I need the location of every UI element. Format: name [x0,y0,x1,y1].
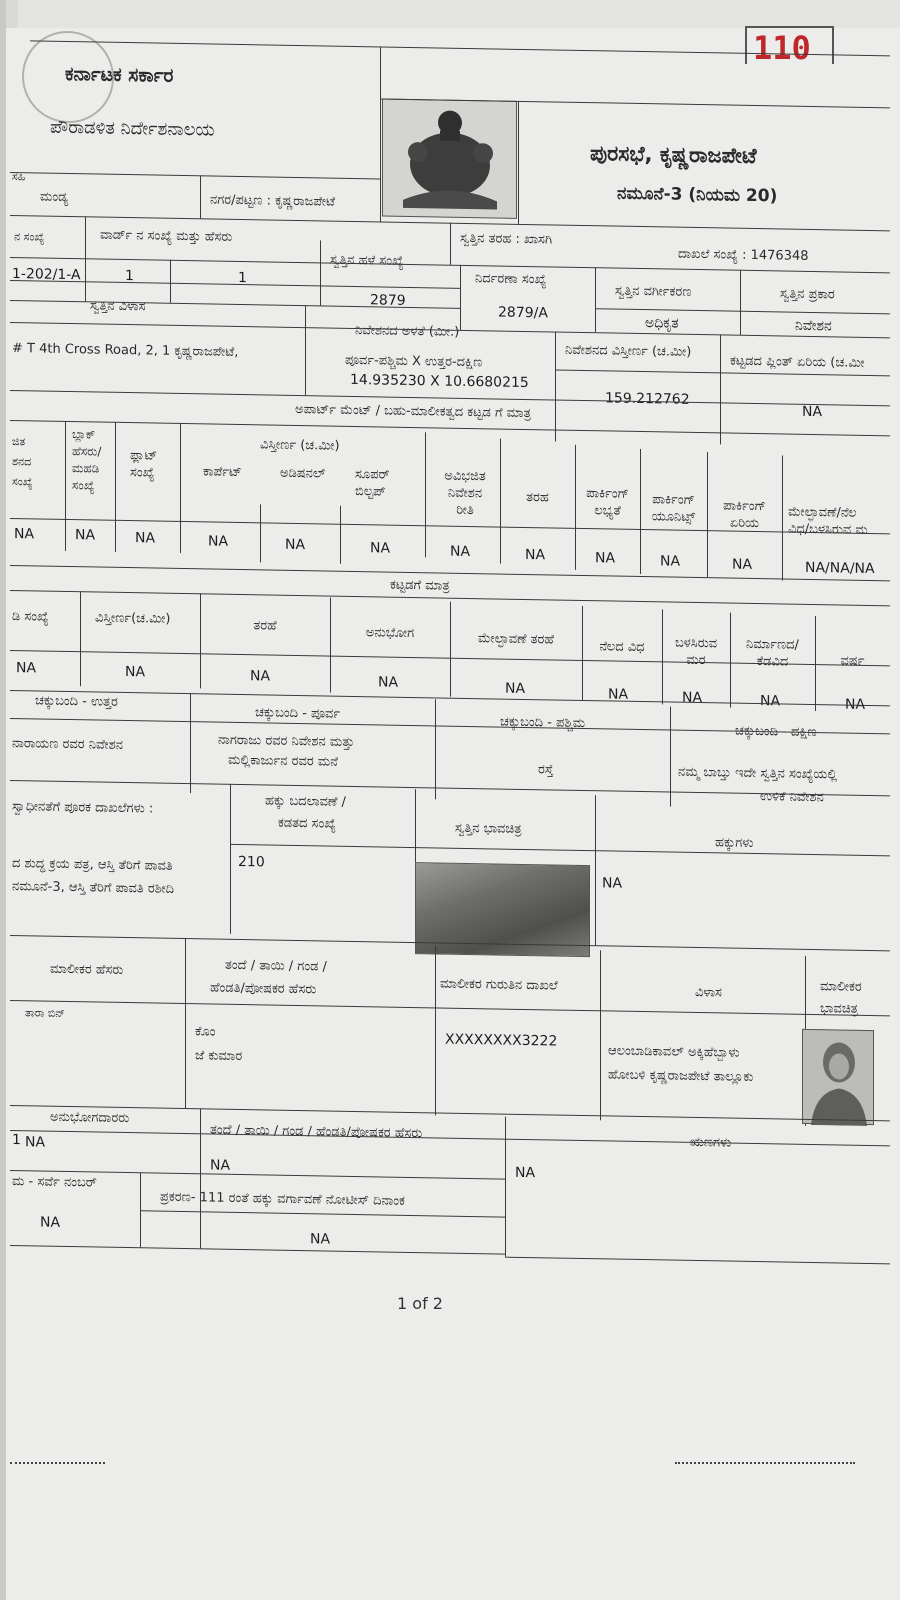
bld-h-type: ತರಹೆ [253,618,277,634]
property-type-label: ಸ್ವತ್ತಿನ ತರಹ : ಖಾಸಗಿ [460,230,553,248]
apt-h-roof: ಮೇಲ್ಛಾವಣೆ/ನೆಲ ವಿಧ/ಬಳಸಿರುವ ಮ [788,504,868,538]
frame-divider [518,101,519,224]
owner-id-header: ಮಾಲೀಕರ ಗುರುತಿನ ದಾಖಲೆ [440,976,558,994]
building-title: ಕಟ್ಟಡಗೆ ಮಾತ್ರ [390,577,450,594]
bld-value: NA [682,689,703,707]
apt-h-block: ಬ್ಲಾಕ್ ಹೆಸರು/ ಮಹಡಿ ಸಂಖ್ಯೆ [72,427,102,493]
owner-id: XXXXXXXX3222 [445,1031,558,1050]
liabilities-header: ಋಣಗಳು [690,1134,732,1151]
table-line [450,223,451,265]
table-line [200,175,201,218]
apt-value: NA [525,546,546,564]
apt-value: NA [75,527,96,544]
city-label: ನಗರ/ಪಟ್ಟಣ : ಕೃಷ್ಣರಾಜಪೇಟೆ [210,192,336,210]
table-line [505,1117,506,1257]
bld-value: NA [378,674,399,691]
table-line [10,1245,505,1255]
table-line [720,334,721,444]
table-line [555,332,556,442]
ward-label: ವಾರ್ಡ್ ನ ಸಂಖ್ಯೆ ಮತ್ತು ಹೆಸರು [100,227,233,245]
table-line [740,270,741,335]
owner-relation-header-1: ತಂದೆ / ತಾಯಿ / ಗಂಡ / [225,957,327,975]
dims-value: 14.935230 X 10.6680215 [350,371,529,392]
bld-value: NA [608,686,629,703]
table-line [230,784,231,934]
footer-dots [10,1462,105,1464]
apt-h-area: ವಿಸ್ತೀರ್ಣ (ಚ.ಮೀ) [260,437,340,454]
boundary-south-label: ಚಕ್ಕುಬಂದಿ - ದಕ್ಷಿಣ [735,723,817,741]
bld-h-floor: ನೆಲದ ವಿಧ [599,639,645,656]
stamp-text: ಸಹಿ [12,170,26,184]
boundary-north: ನಾರಾಯಣ ರವರ ನಿವೇಶನ [12,736,123,753]
boundary-south-2: ಉಳಿಕೆ ನಿವೇಶನ [760,789,824,806]
table-line [435,945,436,1115]
occupant-row-no: 1 [12,1132,21,1149]
table-line [180,423,181,553]
apt-value: NA [285,536,306,554]
record-number: ದಾಖಲೆ ಸಂಖ್ಯೆ : 1476348 [678,246,809,264]
table-line [595,795,596,945]
liabilities-value: NA [515,1164,536,1182]
frame-divider [380,46,381,221]
apt-value: NA [595,550,616,567]
apt-value: NA [450,543,471,561]
table-line [595,267,596,332]
apt-h-type: ತರಹ [526,490,549,506]
occupant-relation-value: NA [210,1157,231,1174]
apt-h-carpet: ಕಾರ್ಪೆಟ್ [203,464,242,481]
govt-title: ಕರ್ನಾಟಕ ಸರ್ಕಾರ [65,62,174,87]
apt-h-flat: ಫ್ಲಾಟ್ ಸಂಖ್ಯೆ [130,448,158,481]
serial-label: ನ ಸಂಖ್ಯೆ [14,230,45,244]
apt-h-parking-units: ಪಾರ್ಕಿಂಗ್ ಯೂನಿಟ್ಸ್ [651,492,696,525]
table-line [10,1130,890,1146]
notice-header: ಪ್ರಕರಣ- 111 ರಂತೆ ಹಕ್ಕು ವರ್ಗಾವಣೆ ನೋಟೀಸ್ ದಿನಾಂಕ [160,1189,405,1209]
notice-value: NA [310,1231,331,1248]
table-line [595,308,890,314]
ward-name-value: 1 [238,269,247,287]
apt-h-additional: ಅಡಿಷನಲ್ [280,465,326,482]
owner-name: ತಾರಾ ಬಿನ್ [25,1006,65,1020]
table-line [10,1000,890,1016]
bld-h-no: ಡಿ ಸಂಖ್ಯೆ [12,609,49,625]
apt-h-share: ಜಿತ ಶನದ ಸಂಖ್ಯೆ [12,435,33,489]
assessment-value: 2879/A [498,304,548,322]
bld-value: NA [16,660,37,677]
owner-photo-header-1: ಮಾಲೀಕರ [820,979,862,995]
municipality-title: ಪುರಸಭೆ, ಕೃಷ್ಣರಾಜಪೇಟೆ [590,141,757,169]
owner-address-header: ವಿಳಾಸ [695,984,722,1001]
ward-no-value: 1 [125,268,134,285]
owner-portrait-icon [803,1030,875,1126]
address-label: ಸ್ವತ್ತಿನ ವಿಳಾಸ [90,298,146,315]
boundary-east-label: ಚಕ್ಕುಬಂದಿ - ಪೂರ್ವ [255,705,341,722]
bld-h-usage: ಅನುಭೋಗ [365,625,415,642]
size-label: ನಿವೇಶನದ ಅಳತೆ (ಮೀ.) [355,323,460,340]
table-line [230,844,890,857]
apt-value: NA [14,526,35,543]
table-line [10,172,380,179]
table-line [505,1257,890,1265]
boundary-south-1: ನಮ್ಮ ಬಾಬ್ತು ಇದೇ ಸ್ವತ್ತಿನ ಸಂಖ್ಯೆಯಲ್ಲಿ [678,764,838,783]
table-line [782,455,783,580]
table-line [10,420,890,436]
bld-h-year: ವರ್ಷ [840,653,865,669]
table-line [425,432,426,557]
owner-address-2: ಹೋಬಳಿ ಕೃಷ್ಣರಾಜಪೇಟೆ ತಾಲ್ಲೂಕು [608,1067,754,1085]
boundary-west: ರಸ್ತೆ [538,762,554,778]
table-line [600,950,601,1120]
state-emblem-icon [383,100,518,220]
area-label: ನಿವೇಶನದ ವಿಸ್ತೀರ್ಣ (ಚ.ಮೀ) [565,342,692,360]
owner-relation-1: ಕೊಂ [195,1024,216,1040]
property-form [10,40,890,1285]
bld-value: NA [845,696,866,713]
table-line [260,504,261,562]
bld-h-roof: ಮೇಲ್ಛಾವಣೆ ತರಹೆ [478,631,554,648]
bld-value: NA [505,680,526,697]
form-number: ನಮೂನೆ-3 (ನಿಯಮ 20) [617,183,778,207]
occupant-value: NA [25,1134,46,1151]
classification-label: ಸ್ವತ್ತಿನ ವರ್ಗೀಕರಣ [615,283,692,300]
table-line [115,422,116,552]
address-value: # T 4th Cross Road, 2, 1 ಕೃಷ್ಣರಾಜಪೇಟೆ, [12,341,239,360]
bld-value: NA [760,693,781,710]
apt-value: NA [732,556,753,573]
prop-kind-label: ಸ್ವತ್ತಿನ ಪ್ರಕಾರ [780,286,835,303]
table-line [190,693,191,793]
assessment-label: ನಿರ್ದರಣಾ ಸಂಖ್ಯೆ [475,271,547,288]
owner-name-header: ಮಾಲೀಕರ ಹೆಸರು [50,961,124,978]
plinth-value: NA [802,403,823,421]
bld-h-area: ವಿಸ್ತೀರ್ಣ(ಚ.ಮೀ) [95,610,171,627]
apt-value: NA [135,530,156,547]
bld-value: NA [125,664,146,681]
table-line [460,265,461,330]
owner-relation-2: ಜೆ ಕುಮಾರ [195,1048,243,1065]
survey-header: ಮ - ಸರ್ವೆ ನಂಬರ್ [12,1174,97,1191]
apt-value: NA [660,553,681,570]
table-line [10,565,890,581]
owner-photo-header-2: ಭಾವಚಿತ್ರ [820,1001,858,1017]
owner-photo [802,1029,874,1125]
bld-h-wood: ಬಳಸಿರುವ ಮರ [674,635,718,669]
boundary-east-1: ನಾಗರಾಜು ರವರ ನಿವೇಶನ ಮತ್ತು [218,732,355,751]
serial-value: 1-202/1-A [12,266,81,284]
apt-value: NA/NA/NA [805,559,875,578]
table-line [200,593,201,688]
occupant-relation-header: ತಂದೆ / ತಾಯಿ / ಗಂಡ / ಹೆಂಡತಿ/ಪೋಷಕರ ಹೆಸರು [210,1122,423,1142]
directorate-title: ಪೌರಾಡಳಿತ ನಿರ್ದೇಶನಾಲಯ [50,116,215,141]
table-line [10,1105,890,1121]
transfer-number: 210 [238,853,265,871]
table-line [435,699,436,799]
apt-h-undivided: ಅವಿಭಜಿತ ನಿವೇಶನ ರೀತಿ [444,468,486,519]
table-line [185,938,186,1108]
property-photo-header: ಸ್ವತ್ತಿನ ಭಾವಚಿತ್ರ [455,820,522,837]
old-property-label: ಸ್ವತ್ತಿನ ಹಳೆ ಸಂಖ್ಯೆ [330,252,404,269]
owner-address-1: ಆಲಂಬಾಡಿಕಾವಲ್ ಅಕ್ಕಿಹೆಬ್ಬಾಳು [608,1043,740,1061]
docs-header: ಸ್ವಾಧೀನತೆಗೆ ಪೂರಕ ದಾಖಲೆಗಳು : [12,799,154,817]
boundary-north-label: ಚಕ್ಕುಬಂದಿ - ಉತ್ತರ [35,693,118,710]
prop-kind-value: ನಿವೇಶನ [795,317,832,335]
footer-dots [675,1462,855,1464]
table-line [65,421,66,551]
table-line [450,602,451,697]
plinth-label: ಕಟ್ಟಡದ ಪ್ಲಿಂತ್ ಏರಿಯ (ಚ.ಮೀ [730,353,865,371]
boundary-west-label: ಚಕ್ಕುಬಂದಿ - ಪಶ್ಚಿಮ [500,714,586,732]
apt-h-parking-avail: ಪಾರ್ಕಿಂಗ್ ಲಭ್ಯತೆ [586,486,629,519]
table-line [330,598,331,693]
occupant-header: ಅನುಭೋಗದಾರರು [50,1109,130,1127]
dims-label: ಪೂರ್ವ-ಪಶ್ಚಿಮ X ಉತ್ತರ-ದಕ್ಷಿಣ [345,352,483,371]
docs-line-1: ದ ಶುದ್ಧ ಕ್ರಯ ಪತ್ರ, ಆಸ್ತಿ ತೆರಿಗೆ ಪಾವತಿ [12,856,173,874]
page-number: 1 of 2 [397,1294,443,1313]
table-line [200,1108,201,1248]
table-line [10,780,890,796]
owner-relation-header-2: ಹೆಂಡತಿ/ಪೋಷಕರ ಹೆಸರು [210,980,317,998]
bld-value: NA [250,668,271,685]
corner-number: 110 [745,26,834,64]
docs-line-2: ನಮೂನೆ-3, ಆಸ್ತಿ ತೆರಿಗೆ ಪಾವತಿ ರಶೀದಿ [12,879,174,897]
rights-header: ಹಕ್ಕುಗಳು [715,835,754,851]
table-line [140,1210,505,1217]
apt-value: NA [208,533,229,550]
table-line [320,240,321,305]
rights-value: NA [602,875,623,892]
table-line [85,216,86,301]
district-label: ಮಂಡ್ಯ [40,189,69,206]
table-line [170,260,171,303]
boundary-east-2: ಮಲ್ಲಿಕಾರ್ಜುನ ರವರ ಮನೆ [228,752,338,770]
transfer-header-1: ಹಕ್ಕು ಬದಲಾವಣೆ / [265,793,346,810]
area-value: 159.212762 [605,390,690,408]
emblem-seal [382,98,517,218]
apt-value: NA [370,540,391,557]
table-line [340,506,341,564]
apt-h-parking-area: ಪಾರ್ಕಿಂಗ್ ಏರಿಯ [723,498,766,532]
apt-h-superbuiltup: ಸೂಪರ್ ಬಿಲ್ಟಪ್ [355,467,390,500]
classification-value: ಅಧಿಕೃತ [645,315,679,332]
apartment-title: ಅಪಾರ್ಟ್ ಮೆಂಟ್ / ಬಹು-ಮಾಲೀಕತ್ವದ ಕಟ್ಟಡ ಗೆ ಮಾತ್ರ [295,401,532,422]
old-property-value: 2879 [370,292,406,309]
survey-value: NA [40,1214,61,1231]
page-edge [0,0,6,1600]
transfer-header-2: ಕಡತದ ಸಂಖ್ಯೆ [278,815,336,832]
bld-h-built: ನಿರ್ಮಾಣದ/ ಕೆಡವಿದ [746,636,799,670]
table-line [305,305,306,395]
table-line [80,591,81,686]
